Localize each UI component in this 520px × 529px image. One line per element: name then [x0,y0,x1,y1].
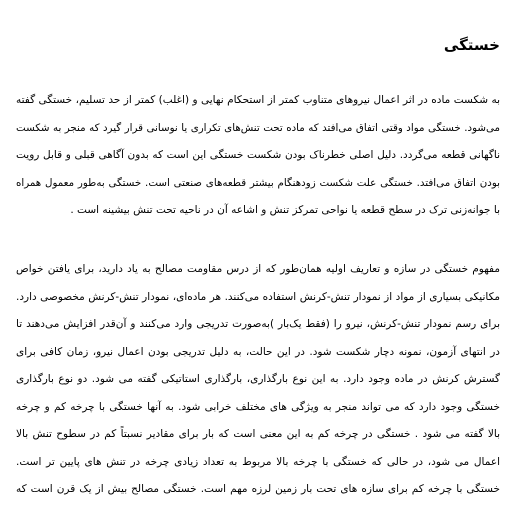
paragraph-line: اعمال می شود، در حالی که خستگی با چرخه بالا مربوط به تعداد زیادی چرخه در تنش های پایین تر است. [16,455,500,468]
paragraph-line: به شکست ماده در اثر اعمال نیروهای متناوب کمتر از استحکام نهایی و (اغلب) کمتر از حد تسلیم، خستگی گفته [16,94,500,106]
paragraph-line: خستگی وجود دارد که می تواند منجر به ویژگی های مختلف خرابی شود. به آنها خستگی با چرخه کم و چرخه [16,400,500,413]
page-title: خستگی [443,36,500,54]
paragraph-line: در انتهای آزمون، نمونه دچار شکست شود. در این حالت، به دلیل تدریجی بودن اعمال نیرو، زمان کافی برای [16,345,500,358]
paragraph-fatigue-definition [16,87,500,225]
paragraph-fatigue-concept [16,256,500,504]
paragraph-line: ناگهانی قطعه می‌گردد. دلیل اصلی خطرناک بودن شکست خستگی این است که بدون آگاهی قبلی و قابل رویت [16,149,500,161]
paragraph-line: مفهوم خستگی در سازه و تعاریف اولیه همان‌طور که از درس مقاومت مصالح به یاد دارید، برای یافتن خواص [16,263,500,275]
paragraph-line: مکانیکی بسیاری از مواد از نمودار تنش-کرنش استفاده می‌کنند. هر ماده‌ای، نمودار تنش-کرنش مخصوصی دارد. [16,290,500,303]
paragraph-line: برای رسم نمودار تنش-کرنش، نیرو را (فقط یک‌بار )به‌صورت تدریجی وارد می‌کنند و آن‌قدر افزایش می‌دهند تا [16,318,500,330]
paragraph-line: بودن اتفاق می‌افتد. خستگی علت شکست زودهنگام بیشتر قطعه‌های صنعتی است. خستگی به‌طور معمول همراه [16,176,500,189]
paragraph-line: خستگی با چرخه کم برای سازه های تحت بار زمین لرزه مهم است. خستگی مصالح بیش از یک قرن است که [16,483,500,495]
paragraph-line: با جوانه‌زنی ترک در سطح قطعه یا نواحی تمرکز تنش و اشاعه آن در ناحیه تحت تنش بیشینه است . [70,204,500,216]
paragraph-line: می‌شود. خستگی مواد وقتی اتفاق می‌افتد که ماده تحت تنش‌های تکراری یا نوسانی قرار گیرد که منجر به شکست [16,121,500,134]
paragraph-line: بالا گفته می شود . خستگی در چرخه کم به این معنی است که بار برای مقادیر نسبتاً کم در سطوح تنش بالا [16,428,500,440]
paragraph-line: گسترش کرنش در ماده وجود دارد. به این نوع بارگذاری، بارگذاری استاتیکی گفته می شود. دو نوع بارگذاری [16,373,500,385]
